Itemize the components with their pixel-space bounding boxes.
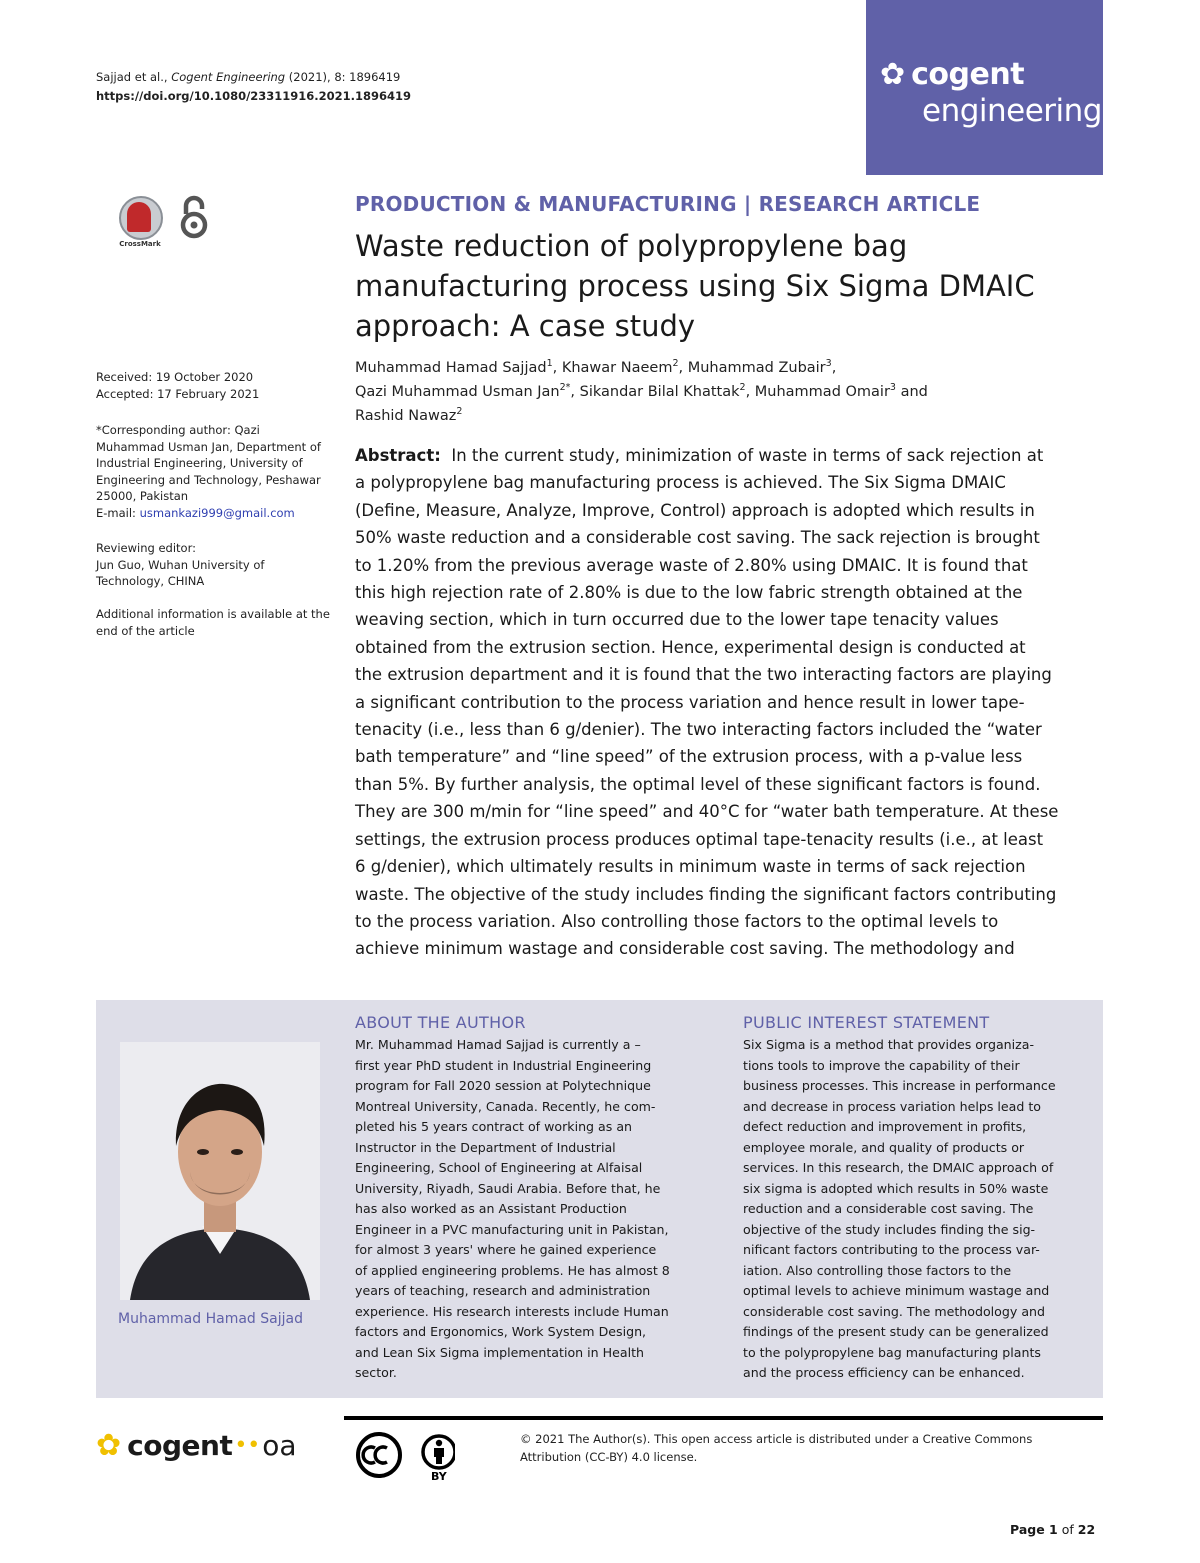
abstract-line: achieve minimum wastage and considerable cost saving. The methodology and [355,939,1015,959]
brand-bottom-text: engineering [922,93,1102,129]
author-name[interactable]: Rashid Nawaz [355,407,457,424]
abstract-line: to 1.20% from the previous average waste of 2.80% using DMAIC. It is found that [355,555,1028,575]
crossmark-label: CrossMark [119,240,161,248]
email-label: E-mail: [96,505,140,520]
pis-line: findings of the present study can be generalized [743,1324,1049,1339]
corresponding-author: *Corresponding author: Qazi Muhammad Usman Jan, Department of Industrial Engineering, University of Engineering and Technology, Peshawar 25000, Pakistan [96,423,321,503]
article-title: Waste reduction of polypropylene bag manufacturing process using Six Sigma DMAIC approach: A case study [355,229,1035,343]
license-text [520,1430,1060,1466]
cc-by-badge[interactable] [355,1432,455,1488]
public-interest-heading: PUBLIC INTEREST STATEMENT [743,1013,990,1032]
corresponding-block [96,422,328,521]
author-name[interactable]: Muhammad Hamad Sajjad [355,359,547,376]
about-line: has also worked as an Assistant Production [355,1201,627,1216]
pis-line: objective of the study includes finding the sig- [743,1221,1036,1237]
author-name[interactable]: Sikandar Bilal Khattak [579,383,740,400]
crossmark-badge[interactable] [116,196,166,252]
abstract-label: Abstract: [355,446,441,465]
pis-line: optimal levels to achieve minimum wastage and [743,1283,1050,1298]
about-line: first year PhD student in Industrial Engineering [355,1057,652,1073]
abstract-line [355,442,1107,469]
abstract-line: They are 300 m/min for “line speed” and 40°C for “water bath temperature. At these [355,802,1059,822]
reviewing-editor-block [96,540,296,590]
about-line: factors and Ergonomics, Work System Design, [355,1324,647,1339]
accepted-date: Accepted: 17 February 2021 [96,386,260,401]
about-line: for almost 3 years' where he gained experience [355,1242,657,1257]
author-affiliation: 3 [825,358,832,369]
page-current: 1 [1049,1522,1058,1537]
cogent-flower-icon: ✿ [880,57,906,92]
section-heading: PRODUCTION & MANUFACTURING | RESEARCH ARTICLE [355,192,981,216]
pis-line: tions tools to improve the capability of their [743,1057,1020,1073]
photo-caption: Muhammad Hamad Sajjad [118,1311,303,1327]
page-prefix: Page [1010,1522,1050,1537]
author-affiliation: 3 [889,381,896,393]
about-author-heading: ABOUT THE AUTHOR [355,1013,526,1032]
abstract-line: (Define, Measure, Analyze, Improve, Control) approach is adopted which results in [355,500,1035,520]
crossmark-bookmark-icon [127,202,151,232]
reviewing-editor-label: Reviewing editor: [96,541,196,555]
author-affiliation: 1 [546,358,553,369]
about-line: of applied engineering problems. He has almost 8 [355,1262,670,1278]
cogent-flower-icon: ✿ [96,1428,122,1463]
abstract-line: tenacity (i.e., less than 6 g/denier). The two interacting factors included the “water [355,720,1042,740]
pis-line: nificant factors contributing to the process var- [743,1242,1040,1257]
page-of: of [1057,1522,1078,1537]
pis-line: Six Sigma is a method that provides organiza- [743,1037,1035,1052]
pis-line: employee morale, and quality of products or [743,1139,1025,1155]
pis-line: six sigma is adopted which results in 50% waste [743,1180,1049,1196]
pis-line: and the process efficiency can be enhanced. [743,1365,1025,1380]
license-line: Attribution (CC-BY) 4.0 license. [520,1450,698,1464]
abstract-line: to the process variation. Also controlling those factors to the optimal levels to [355,911,999,931]
about-line: program for Fall 2020 session at Polytechnique [355,1078,651,1093]
about-line: and Lean Six Sigma implementation in Health [355,1344,644,1360]
email-line [96,505,328,522]
about-line: experience. His research interests include Human [355,1303,669,1319]
reviewing-editor: Jun Guo, Wuhan University of Technology, CHINA [96,557,265,588]
pis-line: reduction and a considerable cost saving. The [743,1201,1034,1216]
abstract [355,442,1107,963]
pis-line: considerable cost saving. The methodology and [743,1303,1046,1319]
pis-line: to the polypropylene bag manufacturing plants [743,1344,1041,1360]
abstract-line: bath temperature” and “line speed” of the extrusion process, with a p-value less [355,747,1023,767]
about-line: Montreal University, Canada. Recently, he com- [355,1098,656,1114]
about-line: years of teaching, research and administration [355,1283,651,1298]
footer-divider [344,1416,1103,1420]
author-name[interactable]: Muhammad Omair [754,383,890,400]
cogent-oa-text: cogent [127,1429,233,1462]
license-line: © 2021 The Author(s). This open access article is distributed under a Creative Commons [520,1432,1033,1446]
author-name[interactable]: Qazi Muhammad Usman Jan [355,383,560,400]
author-affiliation: 2* [559,381,571,393]
about-line: Mr. Muhammad Hamad Sajjad is currently a – [355,1037,641,1052]
abstract-line: obtained from the extrusion section. Hence, experimental design is conducted at [355,637,1026,657]
pis-line: iation. Also controlling those factors to the [743,1262,1012,1278]
abstract-line: waste. The objective of the study includes finding the significant factors contributing [355,884,1057,904]
about-line: pleted his 5 years contract of working as an [355,1119,633,1134]
citation-line [96,68,411,87]
abstract-line: settings, the extrusion process produces optimal tape-tenacity results (i.e., at least [355,829,1044,849]
author-list [355,354,1095,425]
abstract-line: a polypropylene bag manufacturing process is achieved. The Six Sigma DMAIC [355,473,1006,493]
journal-logo [880,57,1025,92]
dates-block [96,369,336,402]
author-affiliation: 2 [456,405,463,417]
pis-line: and decrease in process variation helps lead to [743,1098,1042,1114]
abstract-line: than 5%. By further analysis, the optimal level of these significant factors is found. [355,774,1041,794]
author-affiliation: 2 [672,358,679,369]
author-separator: , [552,359,562,376]
page-number [1010,1522,1095,1537]
citation-block [96,68,411,106]
journal-brand-box [866,0,1103,175]
cogent-dots-icon: •• [234,1433,261,1458]
pis-line: business processes. This increase in performance [743,1078,1056,1093]
additional-info: Additional information is available at the end of the article [96,607,330,638]
cogent-oa-logo[interactable] [96,1428,297,1463]
author-separator: , [831,359,837,376]
abstract-line: 50% waste reduction and a considerable cost saving. The sack rejection is brought [355,528,1040,548]
oa-text: oa [262,1429,297,1462]
page-total: 22 [1077,1522,1096,1537]
received-date: Received: 19 October 2020 [96,370,254,384]
pis-line: defect reduction and improvement in profits, [743,1119,1027,1134]
author-photo [120,1042,320,1300]
doi-link[interactable]: https://doi.org/10.1080/23311916.2021.1896419 [96,89,412,103]
about-author-text [355,1035,715,1384]
abstract-line: a significant contribution to the process variation and hence result in lower tape- [355,692,1025,712]
email-link[interactable]: usmankazi999@gmail.com [139,505,295,520]
abstract-line: weaving section, which in turn occurred due to the lower tape tenacity values [355,610,999,630]
pis-line: services. In this research, the DMAIC approach of [743,1160,1054,1175]
about-line: Instructor in the Department of Industrial [355,1139,616,1155]
author-separator: , [570,383,580,400]
abstract-line-text: In the current study, minimization of waste in terms of sack rejection at [451,446,1044,465]
author-affiliation: 2 [739,381,746,393]
author-name[interactable]: Muhammad Zubair [687,359,826,376]
about-line: sector. [355,1365,397,1380]
abstract-line: the extrusion department and it is found that the two interacting factors are playing [355,665,1052,685]
author-separator: and [895,383,928,400]
abstract-line: 6 g/denier), which ultimately results in minimum waste in terms of sack rejection [355,857,1026,877]
public-interest-text [743,1035,1103,1384]
cc-by-label: BY [431,1470,447,1483]
author-separator: , [745,383,755,400]
abstract-line: this high rejection rate of 2.80% is due to the low fabric strength obtained at the [355,583,1023,603]
open-access-icon [177,194,211,240]
author-name[interactable]: Khawar Naeem [561,359,673,376]
about-line: University, Riyadh, Saudi Arabia. Before that, he [355,1180,661,1196]
citation-volume: (2021), 8: 1896419 [285,70,401,84]
author-separator: , [678,359,688,376]
citation-authors: Sajjad et al., [96,70,172,84]
author-portrait-icon [120,1042,320,1300]
brand-top-text: cogent [911,57,1025,92]
about-line: Engineering, School of Engineering at Alfaisal [355,1160,643,1175]
citation-journal: Cogent Engineering [171,70,286,84]
about-line: Engineer in a PVC manufacturing unit in Pakistan, [355,1221,669,1237]
